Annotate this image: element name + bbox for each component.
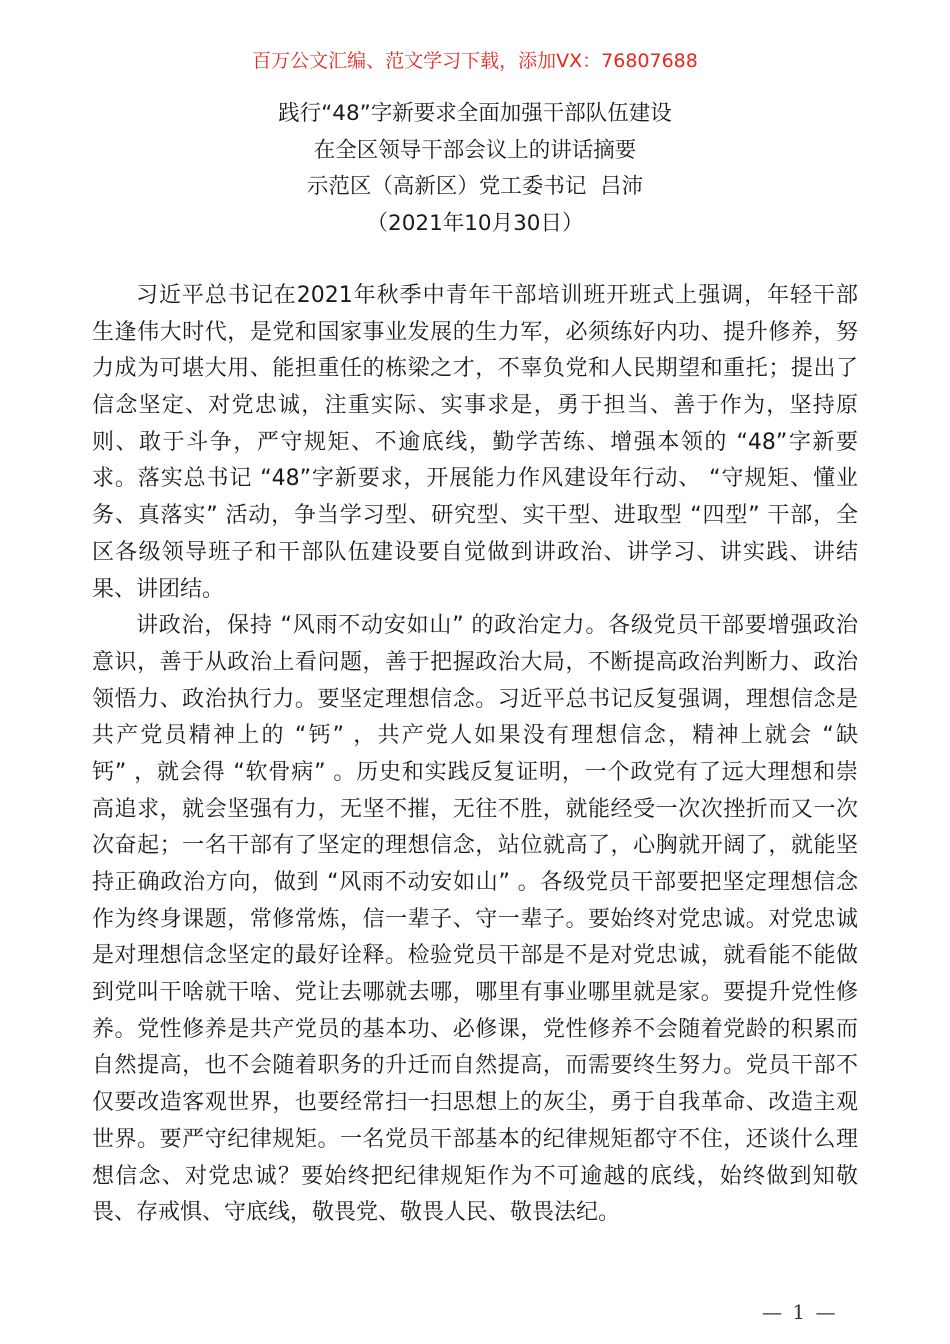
paragraph-line: 畏、存戒惧、守底线，敬畏党、敬畏人民、敬畏法纪。: [92, 1200, 621, 1226]
page-number: — 1 —: [762, 1300, 838, 1324]
header-banner: 百万公文汇编、范文学习下载，添加VX：76807688: [252, 50, 698, 72]
title-block: [0, 96, 950, 243]
paragraph-line: 仅要改造客观世界，也要经常扫一扫思想上的灰尘，勇于自我革命、改造主观: [92, 1090, 858, 1116]
paragraph-line: 求。落实总书记 “48”字新要求，开展能力作风建设年行动、 “守规矩、懂业: [92, 466, 858, 492]
author-line: 示范区（高新区）党工委书记 吕沛: [306, 174, 644, 200]
paragraph-line: 力成为可堪大用、能担重任的栋梁之才，不辜负党和人民期望和重托；提出了: [92, 356, 858, 382]
paragraph-line: 世界。要严守纪律规矩。一名党员干部基本的纪律规矩都守不住，还谈什么理: [92, 1126, 858, 1152]
paragraph-line: 讲政治，保持 “风雨不动安如山” 的政治定力。各级党员干部要增强政治: [136, 613, 858, 639]
paragraph-line: 作为终身课题，常修常炼，信一辈子、守一辈子。要始终对党忠诚。对党忠诚: [92, 906, 858, 932]
paragraph-line: 果、讲团结。: [92, 576, 225, 602]
paragraph-line: 意识，善于从政治上看问题，善于把握政治大局，不断提高政治判断力、政治: [92, 649, 858, 675]
paragraph-line: 生逢伟大时代，是党和国家事业发展的生力军，必须练好内功、提升修养，努: [92, 319, 858, 345]
paragraph-line: 共产党员精神上的 “钙” ，共产党人如果没有理想信念，精神上就会 “缺: [92, 723, 858, 749]
paragraph-line: 自然提高，也不会随着职务的升迁而自然提高，而需要终生努力。党员干部不: [92, 1053, 858, 1079]
document-body: [92, 278, 858, 1232]
paragraph-line: 持正确政治方向，做到 “风雨不动安如山” 。各级党员干部要把坚定理想信念: [92, 870, 858, 895]
paragraph-line: 习近平总书记在2021年秋季中青年干部培训班开班式上强调，年轻干部: [136, 283, 858, 308]
paragraph: [92, 278, 858, 608]
paragraph: [92, 608, 858, 1232]
paragraph-line: 次奋起；一名干部有了坚定的理想信念，站位就高了，心胸就开阔了，就能坚: [92, 833, 858, 859]
subtitle: 在全区领导干部会议上的讲话摘要: [313, 137, 637, 163]
paragraph-line: 领悟力、政治执行力。要坚定理想信念。习近平总书记反复强调，理想信念是: [92, 686, 858, 712]
paragraph-line: 钙” ，就会得 “软骨病” 。历史和实践反复证明，一个政党有了远大理想和崇: [92, 759, 858, 785]
date-line: （2021年10月30日）: [366, 211, 584, 237]
paragraph-line: 区各级领导班子和干部队伍建设要自觉做到讲政治、讲学习、讲实践、讲结: [92, 539, 858, 565]
paragraph-line: 信念坚定、对党忠诚，注重实际、实事求是，勇于担当、善于作为，坚持原: [92, 393, 858, 419]
paragraph-line: 务、真落实” 活动，争当学习型、研究型、实干型、进取型 “四型” 干部，全: [92, 503, 858, 529]
paragraph-line: 是对理想信念坚定的最好诠释。检验党员干部是不是对党忠诚，就看能不能做: [92, 943, 858, 969]
paragraph-line: 高追求，就会坚强有力，无坚不摧，无往不胜，就能经受一次次挫折而又一次: [92, 796, 858, 822]
paragraph-line: 养。党性修养是共产党员的基本功、必修课，党性修养不会随着党龄的积累而: [92, 1016, 858, 1042]
paragraph-line: 则、敢于斗争，严守规矩、不逾底线，勤学苦练、增强本领的 “48”字新要: [92, 429, 858, 455]
paragraph-line: 到党叫干啥就干啥、党让去哪就去哪，哪里有事业哪里就是家。要提升党性修: [92, 980, 858, 1006]
paragraph-line: 想信念、对党忠诚？要始终把纪律规矩作为不可逾越的底线，始终做到知敬: [92, 1163, 858, 1189]
main-title: 践行“48”字新要求全面加强干部队伍建设: [278, 101, 672, 126]
